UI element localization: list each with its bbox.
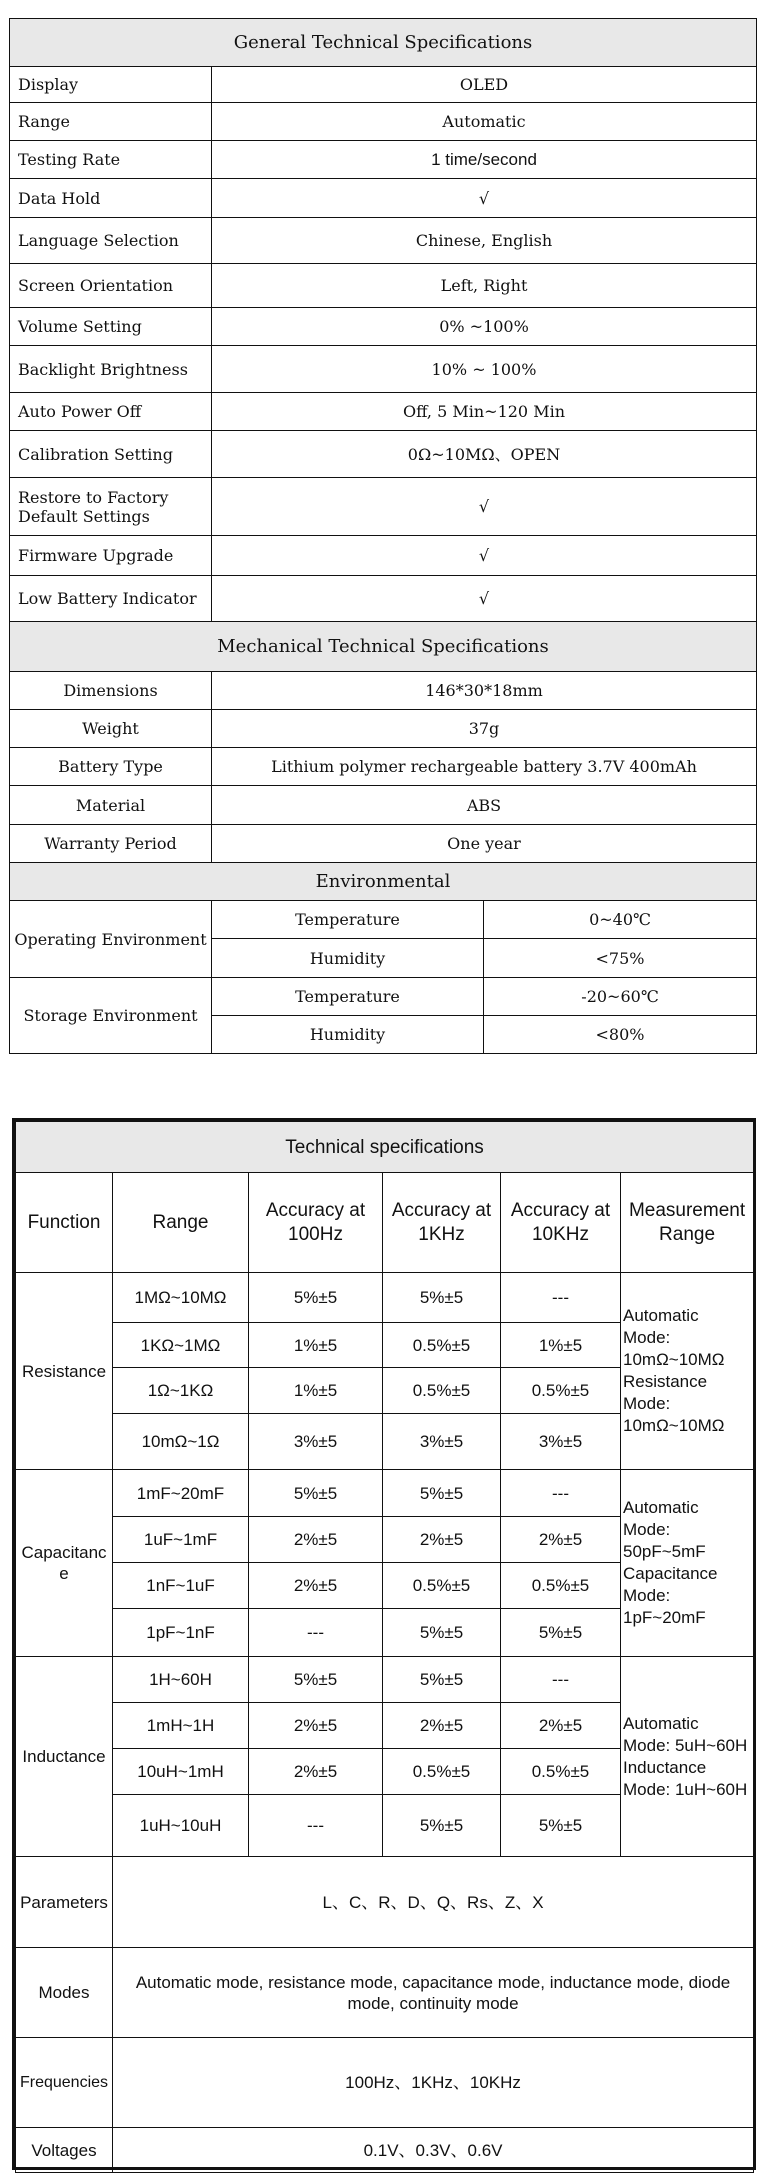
spec-label: Dimensions — [10, 672, 212, 710]
accuracy-100hz-cell: 5%±5 — [249, 1657, 383, 1703]
accuracy-100hz-cell: 5%±5 — [249, 1273, 383, 1323]
spec-label: Language Selection — [10, 218, 212, 264]
accuracy-10khz-cell: --- — [501, 1470, 621, 1517]
spec-value: Automatic — [212, 103, 757, 141]
spec-value: Chinese, English — [212, 218, 757, 264]
range-cell: 1uH~10uH — [113, 1795, 249, 1857]
spec-value: OLED — [212, 67, 757, 103]
accuracy-10khz-cell: 5%±5 — [501, 1795, 621, 1857]
row-value: L、C、R、D、Q、Rs、Z、X — [113, 1857, 754, 1948]
accuracy-100hz-cell: 2%±5 — [249, 1703, 383, 1749]
spec-row — [10, 218, 757, 264]
accuracy-100hz-cell: --- — [249, 1609, 383, 1657]
range-cell: 1pF~1nF — [113, 1609, 249, 1657]
row-label: Modes — [16, 1948, 113, 2038]
accuracy-10khz-cell: 3%±5 — [501, 1414, 621, 1470]
accuracy-1khz-cell: 5%±5 — [383, 1795, 501, 1857]
spec-label: Low Battery Indicator — [10, 576, 212, 622]
accuracy-100hz-cell: 1%±5 — [249, 1368, 383, 1414]
accuracy-100hz-cell: 2%±5 — [249, 1517, 383, 1563]
accuracy-1khz-cell: 0.5%±5 — [383, 1749, 501, 1795]
spec-row — [10, 478, 757, 536]
spec-row — [10, 393, 757, 431]
row-value: 0.1V、0.3V、0.6V — [113, 2128, 754, 2173]
spec-row — [10, 536, 757, 576]
spec-row — [10, 141, 757, 179]
spec-value: 37g — [212, 710, 757, 748]
spec-label: Calibration Setting — [10, 431, 212, 478]
environmental-title: Environmental — [10, 863, 757, 901]
range-cell: 1mF~20mF — [113, 1470, 249, 1517]
env-param-label: Temperature — [212, 978, 484, 1016]
general-specs-title: General Technical Specifications — [10, 19, 757, 67]
row-value: 100Hz、1KHz、10KHz — [113, 2038, 754, 2128]
spec-label: Display — [10, 67, 212, 103]
accuracy-1khz-cell: 3%±5 — [383, 1414, 501, 1470]
row-label: Voltages — [16, 2128, 113, 2173]
spec-label: Firmware Upgrade — [10, 536, 212, 576]
accuracy-10khz-cell: 2%±5 — [501, 1703, 621, 1749]
table-row — [16, 1948, 754, 2038]
spec-row — [10, 748, 757, 786]
accuracy-100hz-cell: --- — [249, 1795, 383, 1857]
spec-row — [10, 576, 757, 622]
accuracy-100hz-cell: 3%±5 — [249, 1414, 383, 1470]
spec-label: Warranty Period — [10, 825, 212, 863]
spec-row — [10, 308, 757, 346]
range-cell: 1H~60H — [113, 1657, 249, 1703]
spec-row — [10, 103, 757, 141]
accuracy-100hz-cell: 1%±5 — [249, 1323, 383, 1368]
technical-specs-title: Technical specifications — [16, 1122, 754, 1173]
spec-row — [10, 67, 757, 103]
measurement-range-cell: Automatic Mode: 5uH~60H Inductance Mode: 1uH~60H — [621, 1657, 754, 1857]
col-header-function: Function — [16, 1173, 113, 1273]
range-cell: 1Ω~1KΩ — [113, 1368, 249, 1414]
accuracy-10khz-cell: 2%±5 — [501, 1517, 621, 1563]
function-name: Inductance — [16, 1657, 113, 1857]
env-param-label: Humidity — [212, 1016, 484, 1054]
accuracy-1khz-cell: 5%±5 — [383, 1657, 501, 1703]
accuracy-1khz-cell: 0.5%±5 — [383, 1368, 501, 1414]
spec-label: Screen Orientation — [10, 264, 212, 308]
spec-row — [10, 672, 757, 710]
accuracy-1khz-cell: 2%±5 — [383, 1517, 501, 1563]
table-row — [16, 2128, 754, 2173]
table-row — [16, 1470, 754, 1517]
row-label: Frequencies — [16, 2038, 113, 2128]
spec-label: Auto Power Off — [10, 393, 212, 431]
spec-label: Range — [10, 103, 212, 141]
general-specs-table — [9, 18, 757, 1054]
range-cell: 1nF~1uF — [113, 1563, 249, 1609]
spec-label: Backlight Brightness — [10, 346, 212, 393]
accuracy-10khz-cell: --- — [501, 1657, 621, 1703]
spec-row — [10, 825, 757, 863]
range-cell: 10uH~1mH — [113, 1749, 249, 1795]
range-cell: 1mH~1H — [113, 1703, 249, 1749]
env-param-value: <75% — [484, 939, 757, 978]
accuracy-10khz-cell: 1%±5 — [501, 1323, 621, 1368]
env-param-value: -20~60℃ — [484, 978, 757, 1016]
col-header-accuracy-10khz: Accuracy at 10KHz — [501, 1173, 621, 1273]
accuracy-10khz-cell: --- — [501, 1273, 621, 1323]
spec-value: 0Ω~10MΩ、OPEN — [212, 431, 757, 478]
accuracy-1khz-cell: 5%±5 — [383, 1273, 501, 1323]
technical-specs-table — [15, 1121, 754, 2173]
col-header-measurement-range: Measurement Range — [621, 1173, 754, 1273]
accuracy-10khz-cell: 0.5%±5 — [501, 1563, 621, 1609]
function-name: Capacitance — [16, 1470, 113, 1657]
accuracy-1khz-cell: 0.5%±5 — [383, 1563, 501, 1609]
spec-value: Left, Right — [212, 264, 757, 308]
table-row — [16, 1657, 754, 1703]
spec-value: 10% ~ 100% — [212, 346, 757, 393]
col-header-range: Range — [113, 1173, 249, 1273]
spec-value: 146*30*18mm — [212, 672, 757, 710]
accuracy-100hz-cell: 2%±5 — [249, 1563, 383, 1609]
range-cell: 1KΩ~1MΩ — [113, 1323, 249, 1368]
accuracy-100hz-cell: 2%±5 — [249, 1749, 383, 1795]
accuracy-1khz-cell: 0.5%±5 — [383, 1323, 501, 1368]
env-param-value: 0~40℃ — [484, 901, 757, 939]
header-row — [16, 1173, 754, 1273]
accuracy-1khz-cell: 5%±5 — [383, 1470, 501, 1517]
measurement-range-cell: Automatic Mode: 10mΩ~10MΩ Resistance Mode: 10mΩ~10MΩ — [621, 1273, 754, 1470]
accuracy-10khz-cell: 0.5%±5 — [501, 1749, 621, 1795]
spec-row — [10, 710, 757, 748]
spec-value: 1 time/second — [212, 141, 757, 179]
spec-value: Off, 5 Min~120 Min — [212, 393, 757, 431]
env-param-label: Humidity — [212, 939, 484, 978]
row-label: Parameters — [16, 1857, 113, 1948]
spec-value: √ — [212, 478, 757, 536]
row-value: Automatic mode, resistance mode, capacitance mode, inductance mode, diode mode, continuity mode — [113, 1948, 754, 2038]
env-group-label: Operating Environment — [10, 901, 212, 978]
env-row — [10, 901, 757, 939]
accuracy-1khz-cell: 2%±5 — [383, 1703, 501, 1749]
spec-label: Battery Type — [10, 748, 212, 786]
spec-label: Testing Rate — [10, 141, 212, 179]
table-row — [16, 2038, 754, 2128]
spec-value: One year — [212, 825, 757, 863]
spec-row — [10, 786, 757, 825]
spec-label: Data Hold — [10, 179, 212, 218]
function-name: Resistance — [16, 1273, 113, 1470]
range-cell: 1uF~1mF — [113, 1517, 249, 1563]
spec-label: Material — [10, 786, 212, 825]
spec-label: Volume Setting — [10, 308, 212, 346]
col-header-accuracy-1khz: Accuracy at 1KHz — [383, 1173, 501, 1273]
spec-value: √ — [212, 576, 757, 622]
accuracy-10khz-cell: 5%±5 — [501, 1609, 621, 1657]
spec-value: 0% ~100% — [212, 308, 757, 346]
spec-row — [10, 179, 757, 218]
spec-label: Restore to Factory Default Settings — [10, 478, 212, 536]
table-row — [16, 1857, 754, 1948]
range-cell: 1MΩ~10MΩ — [113, 1273, 249, 1323]
col-header-accuracy-100hz: Accuracy at 100Hz — [249, 1173, 383, 1273]
env-param-value: <80% — [484, 1016, 757, 1054]
accuracy-1khz-cell: 5%±5 — [383, 1609, 501, 1657]
mechanical-specs-title: Mechanical Technical Specifications — [10, 622, 757, 672]
env-param-label: Temperature — [212, 901, 484, 939]
spec-label: Weight — [10, 710, 212, 748]
spec-row — [10, 431, 757, 478]
measurement-range-cell: Automatic Mode: 50pF~5mF Capacitance Mode: 1pF~20mF — [621, 1470, 754, 1657]
spec-value: √ — [212, 536, 757, 576]
spec-value: √ — [212, 179, 757, 218]
spec-row — [10, 346, 757, 393]
table-row — [16, 1273, 754, 1323]
env-row — [10, 978, 757, 1016]
accuracy-10khz-cell: 0.5%±5 — [501, 1368, 621, 1414]
spec-value: ABS — [212, 786, 757, 825]
env-group-label: Storage Environment — [10, 978, 212, 1054]
spec-value: Lithium polymer rechargeable battery 3.7V 400mAh — [212, 748, 757, 786]
accuracy-100hz-cell: 5%±5 — [249, 1470, 383, 1517]
spec-row — [10, 264, 757, 308]
range-cell: 10mΩ~1Ω — [113, 1414, 249, 1470]
